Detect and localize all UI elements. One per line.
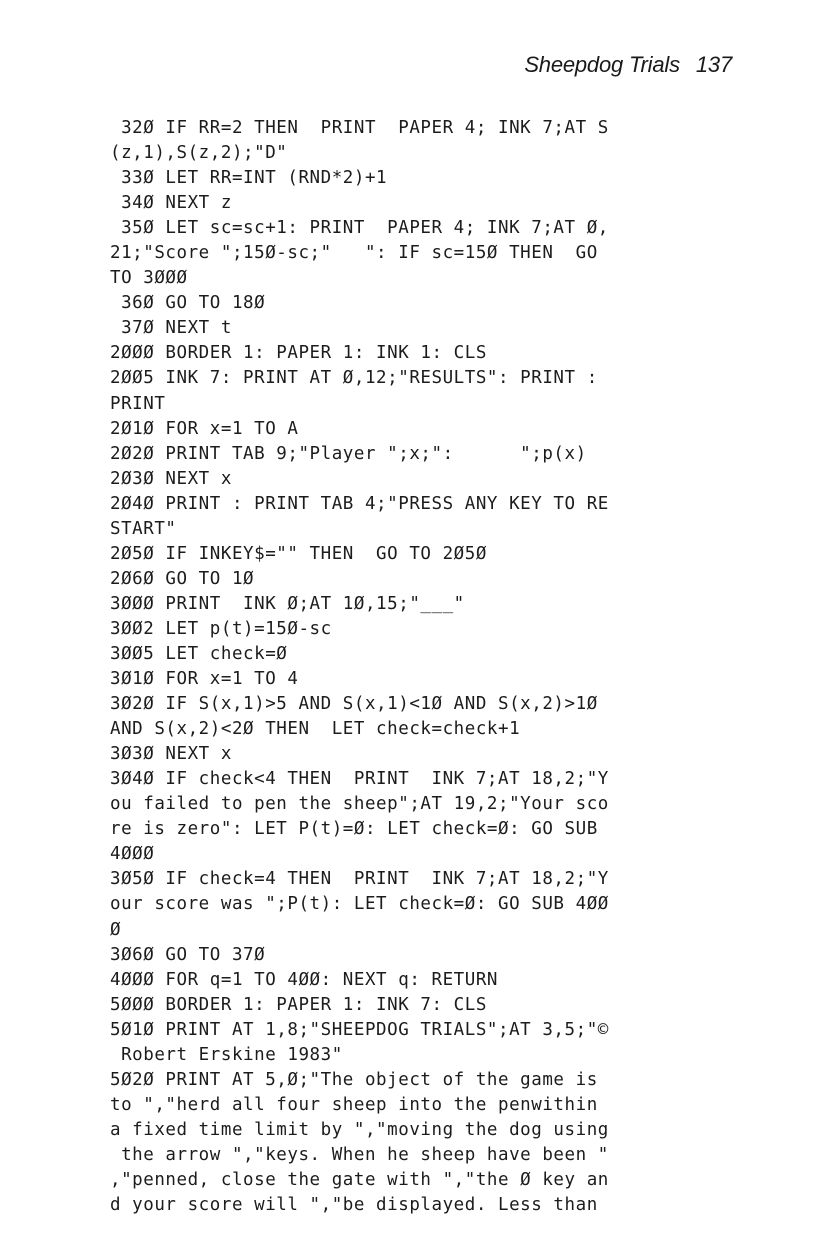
code-line: 3Ø4Ø IF check<4 THEN PRINT INK 7;AT 18,2;"Y	[110, 769, 609, 790]
code-line: 32Ø IF RR=2 THEN PRINT PAPER 4; INK 7;AT S	[110, 118, 609, 138]
code-line: 3Ø1Ø FOR x=1 TO 4	[110, 669, 299, 690]
code-line: re is zero": LET P(t)=Ø: LET check=Ø: GO SUB	[110, 819, 598, 840]
code-line: 5Ø2Ø PRINT AT 5,Ø;"The object of the game is	[110, 1069, 598, 1090]
code-line: ou failed to pen the sheep";AT 19,2;"Your sco	[110, 794, 609, 815]
code-line: Robert Erskine 1983"	[110, 1044, 343, 1065]
code-line: 3ØØØ PRINT INK Ø;AT 1Ø,15;"___"	[110, 593, 465, 614]
code-line: d your score will ","be displayed. Less than	[110, 1195, 598, 1216]
code-line: Ø	[110, 919, 122, 940]
code-line: START"	[110, 518, 177, 539]
code-line: 3Ø2Ø IF S(x,1)>5 AND S(x,1)<1Ø AND S(x,2)>1Ø	[110, 694, 598, 715]
code-line: 2Ø2Ø PRINT TAB 9;"Player ";x;": ";p(x)	[110, 443, 587, 464]
page-number: 137	[695, 52, 732, 77]
code-line: the arrow ","keys. When he sheep have been "	[110, 1144, 609, 1165]
code-line: PRINT	[110, 393, 166, 414]
code-line: 36Ø GO TO 18Ø	[110, 293, 266, 314]
code-line: 37Ø NEXT t	[110, 318, 232, 339]
code-line: 4ØØØ	[110, 844, 155, 865]
running-head	[524, 52, 732, 78]
code-line: 2Ø5Ø IF INKEY$="" THEN GO TO 2Ø5Ø	[110, 543, 487, 564]
code-line: ,"penned, close the gate with ","the Ø key an	[110, 1169, 609, 1190]
code-line: 5Ø1Ø PRINT AT 1,8;"SHEEPDOG TRIALS";AT 3,5;"©	[110, 1019, 609, 1040]
code-line: 2Ø6Ø GO TO 1Ø	[110, 568, 255, 589]
code-line: 2Ø4Ø PRINT : PRINT TAB 4;"PRESS ANY KEY TO RE	[110, 493, 609, 514]
code-line: 2Ø1Ø FOR x=1 TO A	[110, 418, 299, 439]
basic-program-listing	[110, 116, 750, 1218]
code-line: 3Ø6Ø GO TO 37Ø	[110, 944, 266, 965]
code-line: TO 3ØØØ	[110, 268, 188, 289]
code-line: 21;"Score ";15Ø-sc;" ": IF sc=15Ø THEN GO	[110, 243, 598, 264]
code-line: 4ØØØ FOR q=1 TO 4ØØ: NEXT q: RETURN	[110, 969, 499, 990]
code-line: 2ØØØ BORDER 1: PAPER 1: INK 1: CLS	[110, 343, 487, 364]
code-line: 33Ø LET RR=INT (RND*2)+1	[110, 168, 388, 189]
code-line: a fixed time limit by ","moving the dog using	[110, 1119, 609, 1140]
code-line: 5ØØØ BORDER 1: PAPER 1: INK 7: CLS	[110, 994, 487, 1015]
code-line: 2Ø3Ø NEXT x	[110, 468, 232, 489]
code-line: (z,1),S(z,2);"D"	[110, 143, 288, 164]
running-head-title: Sheepdog Trials	[524, 52, 680, 77]
code-line: 3ØØ2 LET p(t)=15Ø-sc	[110, 618, 332, 639]
code-line: our score was ";P(t): LET check=Ø: GO SUB 4ØØ	[110, 894, 609, 915]
code-line: AND S(x,2)<2Ø THEN LET check=check+1	[110, 719, 521, 740]
code-line: 34Ø NEXT z	[110, 193, 232, 214]
code-line: to ","herd all four sheep into the penwithin	[110, 1094, 598, 1115]
code-line: 3Ø3Ø NEXT x	[110, 744, 232, 765]
code-line: 3ØØ5 LET check=Ø	[110, 643, 288, 664]
code-line: 3Ø5Ø IF check=4 THEN PRINT INK 7;AT 18,2;"Y	[110, 869, 609, 890]
code-line: 35Ø LET sc=sc+1: PRINT PAPER 4; INK 7;AT Ø,	[110, 218, 609, 239]
code-line: 2ØØ5 INK 7: PRINT AT Ø,12;"RESULTS": PRINT :	[110, 368, 598, 389]
